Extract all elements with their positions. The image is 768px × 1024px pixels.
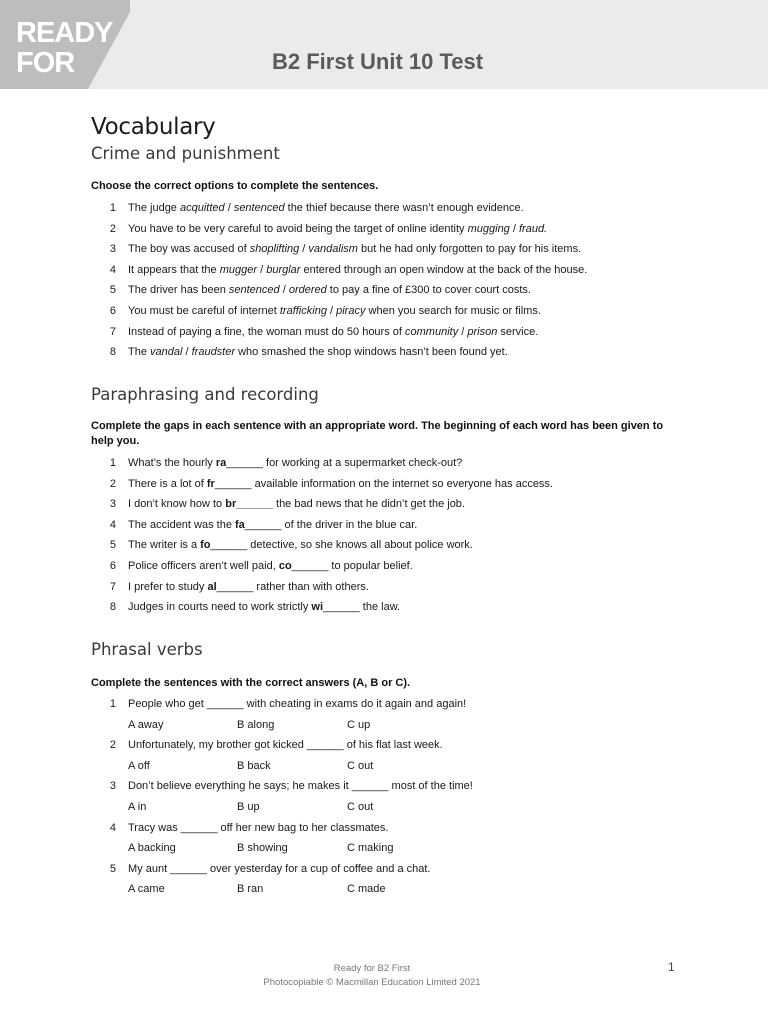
sentence-text: Don’t believe everything he says; he makes it ______ most of the time! (128, 780, 473, 793)
sentence-text: service. (497, 325, 539, 338)
sentence-text: I prefer to study (128, 580, 208, 593)
question-item (91, 325, 538, 339)
sentence-text: ______ for working at a supermarket check-out? (226, 457, 463, 469)
sentence-text: but he had only forgotten to pay for his items. (357, 243, 582, 256)
question-number: 8 (109, 601, 116, 614)
option-word: sentenced (233, 202, 285, 214)
option-word: prison (467, 325, 498, 338)
question-number: 4 (109, 821, 116, 834)
question-item (91, 345, 508, 359)
sentence-text: ______ rather than with others. (216, 580, 369, 593)
sentence-text: The driver has been (128, 284, 229, 297)
word-prompt: fo (200, 539, 211, 552)
sentence-text: My aunt ______ over yesterday for a cup of coffee and a chat. (128, 862, 431, 875)
sentence-text: ______ of the driver in the blue car. (244, 518, 418, 531)
sentence-text: You have to be very careful to avoid being the target of online identity (128, 222, 468, 235)
ready-for-logo (0, 0, 130, 89)
sentence-text: The judge (128, 202, 180, 214)
instruction-paraphrasing: Complete the gaps in each sentence with an appropriate word. The beginning of each word has been given to help you. (91, 420, 664, 447)
footer-book-title: Ready for B2 First (333, 963, 411, 974)
section-title-vocabulary: Vocabulary (91, 114, 216, 140)
question-number: 6 (109, 560, 116, 572)
question-number: 6 (109, 305, 116, 317)
document-title: B2 First Unit 10 Test (272, 49, 484, 74)
question-number: 5 (109, 284, 116, 297)
sentence-text: ______ the law. (323, 601, 401, 614)
option-word: fraud. (518, 222, 548, 235)
sentence-text: The writer is a (128, 539, 201, 552)
answer-option: B ran (237, 883, 264, 896)
sentence-text: / (509, 222, 519, 235)
sentence-text: ______ available information on the internet so everyone has access. (214, 477, 553, 490)
question-item (91, 821, 388, 835)
question-number: 4 (109, 263, 116, 276)
option-word: acquitted (179, 202, 225, 214)
question-number: 3 (109, 498, 116, 511)
word-prompt: ra (215, 457, 227, 469)
sentence-text: the thief because there wasn’t enough evidence. (284, 202, 524, 214)
option-word: sentenced (228, 284, 280, 297)
heading-paraphrasing: Paraphrasing and recording (91, 385, 319, 404)
question-number: 5 (109, 539, 116, 552)
question-number: 1 (109, 202, 116, 214)
question-item (91, 518, 417, 532)
sentence-text: / (326, 305, 337, 317)
question-number: 2 (109, 222, 116, 235)
answer-option: B along (237, 718, 275, 731)
heading-phrasal-verbs: Phrasal verbs (91, 640, 203, 659)
question-item (91, 559, 413, 573)
question-item (91, 477, 553, 491)
word-prompt: fr (206, 477, 215, 490)
question-item (91, 697, 466, 711)
sentence-text: / (299, 243, 309, 256)
option-word: piracy (336, 305, 366, 317)
question-number: 2 (109, 739, 116, 752)
word-prompt: wi (311, 601, 324, 614)
word-prompt: br______ (225, 498, 273, 511)
answer-option: A came (128, 883, 165, 896)
answer-option: A off (128, 759, 150, 772)
answer-option: C made (347, 883, 386, 896)
question-item (91, 738, 443, 752)
sentence-text: Instead of paying a fine, the woman must do 50 hours of (128, 325, 406, 338)
answer-option: B showing (237, 842, 288, 855)
question-number: 3 (109, 243, 116, 256)
instruction-phrasal-verbs: Complete the sentences with the correct answers (A, B or C). (91, 677, 411, 689)
sentence-text: Police officers aren’t well paid, (128, 560, 279, 572)
sentence-text: It appears that the (128, 263, 220, 276)
answer-option: A away (128, 718, 164, 731)
instruction-crime: Choose the correct options to complete the sentences. (91, 180, 379, 192)
option-word: ordered (288, 284, 327, 297)
question-item (91, 600, 400, 614)
question-number: 7 (109, 325, 116, 338)
question-number: 7 (109, 580, 116, 593)
question-item (91, 538, 473, 552)
sentence-text: Tracy was ______ off her new bag to her classmates. (128, 821, 389, 834)
question-number: 2 (109, 477, 116, 490)
sentence-text: to pay a fine of £300 to cover court costs. (326, 284, 531, 297)
page-number: 1 (668, 960, 675, 974)
word-prompt: co (278, 560, 292, 572)
sentence-text: / (224, 202, 234, 214)
sentence-text: The accident was the (128, 518, 236, 531)
sentence-text: the bad news that he didn’t get the job. (272, 498, 465, 511)
sentence-text: The (128, 346, 151, 359)
question-item (91, 779, 473, 793)
answer-option: C out (347, 759, 374, 772)
question-number: 8 (109, 346, 116, 359)
option-word: burglar (266, 263, 301, 276)
question-item (91, 862, 431, 876)
option-word: community (405, 325, 459, 338)
option-word: vandalism (308, 243, 358, 256)
sentence-text: I don’t know how to (128, 498, 226, 511)
question-number: 3 (109, 780, 116, 793)
sentence-text: who smashed the shop windows hasn’t been found yet. (235, 346, 508, 359)
question-number: 4 (109, 518, 116, 531)
option-word: mugger (219, 263, 258, 276)
option-word: shoplifting (249, 243, 300, 256)
option-word: trafficking (279, 305, 327, 317)
answer-option: C making (347, 842, 394, 855)
sentence-text: You must be careful of internet (128, 305, 280, 317)
sentence-text: People who get ______ with cheating in exams do it again and again! (128, 698, 467, 710)
answer-option: A in (128, 801, 147, 813)
logo-text-ready: READY (16, 17, 113, 49)
heading-crime-and-punishment: Crime and punishment (91, 144, 280, 163)
question-item (91, 242, 581, 256)
sentence-text: ______ to popular belief. (291, 560, 413, 572)
sentence-text: Unfortunately, my brother got kicked ______ of his flat last week. (128, 739, 443, 752)
question-item (91, 497, 465, 511)
question-item (91, 456, 462, 470)
answer-option: A backing (128, 842, 176, 855)
logo-text-for: FOR (16, 47, 75, 79)
question-item (91, 263, 587, 277)
option-word: mugging (467, 222, 510, 235)
sentence-text: / (279, 284, 289, 297)
answer-option: C out (347, 801, 374, 813)
sentence-text: ______ detective, so she knows all about police work. (210, 539, 473, 552)
answer-option: C up (347, 718, 371, 731)
sentence-text: / (182, 346, 192, 359)
word-prompt: fa (235, 518, 245, 531)
option-word: vandal (150, 346, 183, 359)
answer-option: B up (237, 801, 260, 813)
question-item (91, 580, 369, 594)
question-item (91, 222, 547, 236)
question-number: 5 (109, 862, 116, 875)
sentence-text: / (458, 325, 468, 338)
sentence-text: What’s the hourly (128, 457, 216, 469)
option-word: fraudster (191, 346, 236, 359)
footer-copyright: Photocopiable © Macmillan Education Limited 2021 (263, 977, 481, 988)
sentence-text: when you search for music or films. (365, 305, 541, 317)
sentence-text: entered through an open window at the back of the house. (300, 263, 588, 276)
sentence-text: The boy was accused of (128, 243, 250, 256)
answer-option: B back (237, 759, 271, 772)
sentence-text: There is a lot of (128, 477, 207, 490)
sentence-text: / (257, 263, 267, 276)
question-item (91, 201, 524, 215)
question-item (91, 304, 541, 318)
question-number: 1 (109, 698, 116, 710)
question-number: 1 (109, 457, 116, 469)
question-item (91, 283, 531, 297)
word-prompt: al (207, 580, 217, 593)
sentence-text: Judges in courts need to work strictly (128, 601, 312, 614)
